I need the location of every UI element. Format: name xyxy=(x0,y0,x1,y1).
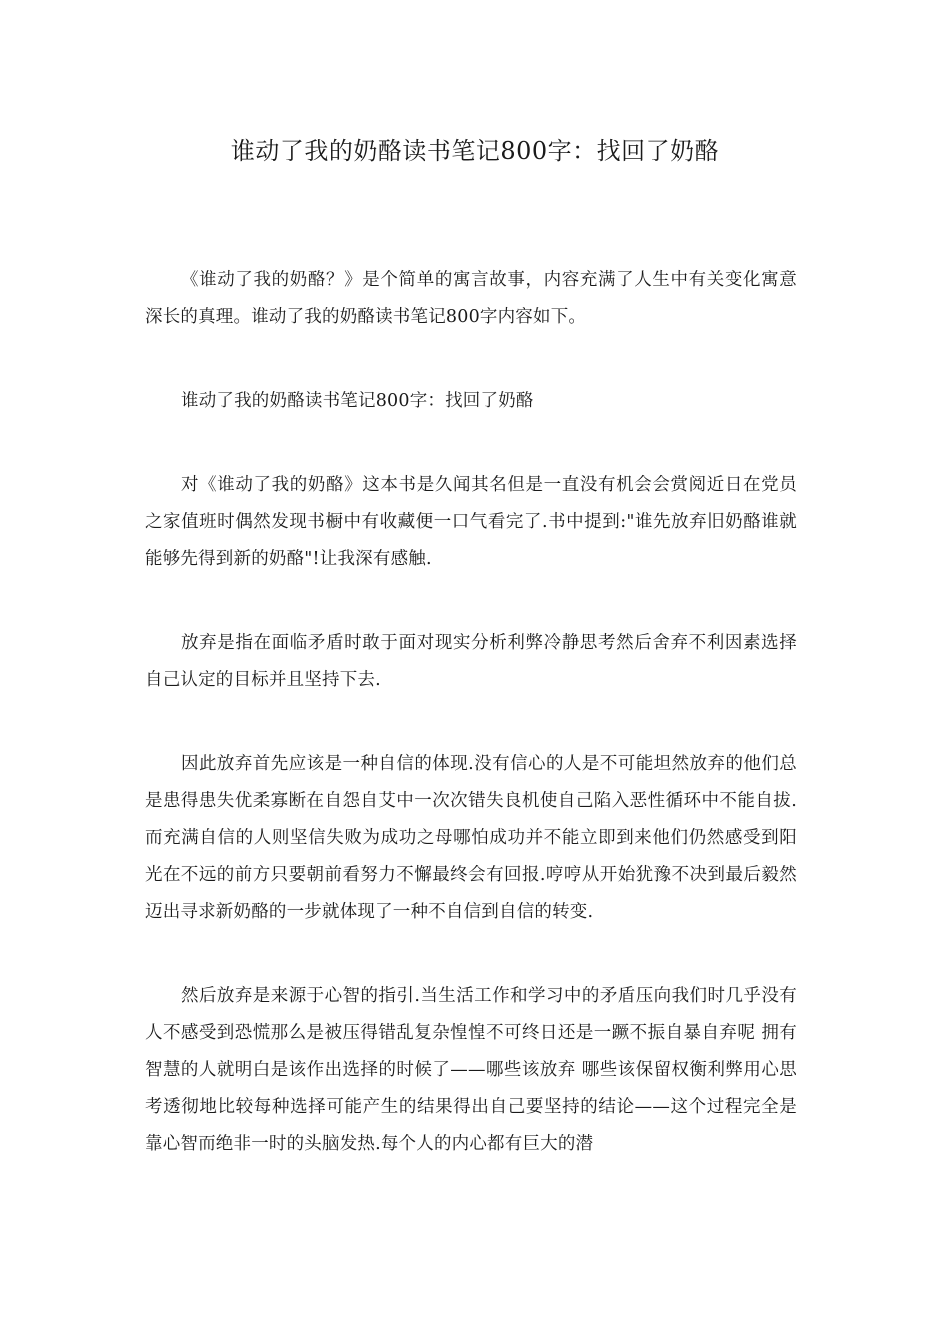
paragraph-spacer xyxy=(145,420,797,467)
document-title: 谁动了我的奶酪读书笔记800字：找回了奶酪 xyxy=(230,137,720,165)
body-paragraph: 放弃是指在面临矛盾时敢于面对现实分析利弊冷静思考然后舍弃不利因素选择自己认定的目标并且坚持下去. xyxy=(145,633,797,690)
intro-paragraph: 《谁动了我的奶酪？》是个简单的寓言故事，内容充满了人生中有关变化寓意深长的真理。谁动了我的奶酪读书笔记800字内容如下。 xyxy=(145,270,797,327)
paragraph-spacer xyxy=(145,699,797,746)
document-body xyxy=(145,262,797,1163)
body-paragraph: 因此放弃首先应该是一种自信的体现.没有信心的人是不可能坦然放弃的他们总是患得患失优柔寡断在自怨自艾中一次次错失良机使自己陷入恶性循环中不能自拔.而充满自信的人则坚信失败为成功之母哪怕成功并不能立即到来他们仍然感受到阳光在不远的前方只要朝前看努力不懈最终会有回报.哼哼从开始犹豫不决到最后毅然迈出寻求新奶酪的一步就体现了一种不自信到自信的转变. xyxy=(145,754,797,922)
paragraph-spacer xyxy=(145,931,797,978)
body-paragraph: 然后放弃是来源于心智的指引.当生活工作和学习中的矛盾压向我们时几乎没有人不感受到恐慌那么是被压得错乱复杂惶惶不可终日还是一蹶不振自暴自弃呢 拥有智慧的人就明白是该作出选择的时候了——哪些该放弃 哪些该保留权衡利弊用心思考透彻地比较每种选择可能产生的结果得出自己要坚持的结论——这个过程完全是靠心智而绝非一时的头脑发热.每个人的内心都有巨大的潜 xyxy=(145,986,797,1154)
paragraph-spacer xyxy=(145,336,797,383)
section-heading-paragraph: 谁动了我的奶酪读书笔记800字：找回了奶酪 xyxy=(181,391,534,411)
paragraph-spacer xyxy=(145,578,797,625)
body-paragraph: 对《谁动了我的奶酪》这本书是久闻其名但是一直没有机会会赏阅近日在党员之家值班时偶然发现书橱中有收藏便一口气看完了.书中提到:"谁先放弃旧奶酪谁就能够先得到新的奶酪"!让我深有感触. xyxy=(145,475,797,569)
